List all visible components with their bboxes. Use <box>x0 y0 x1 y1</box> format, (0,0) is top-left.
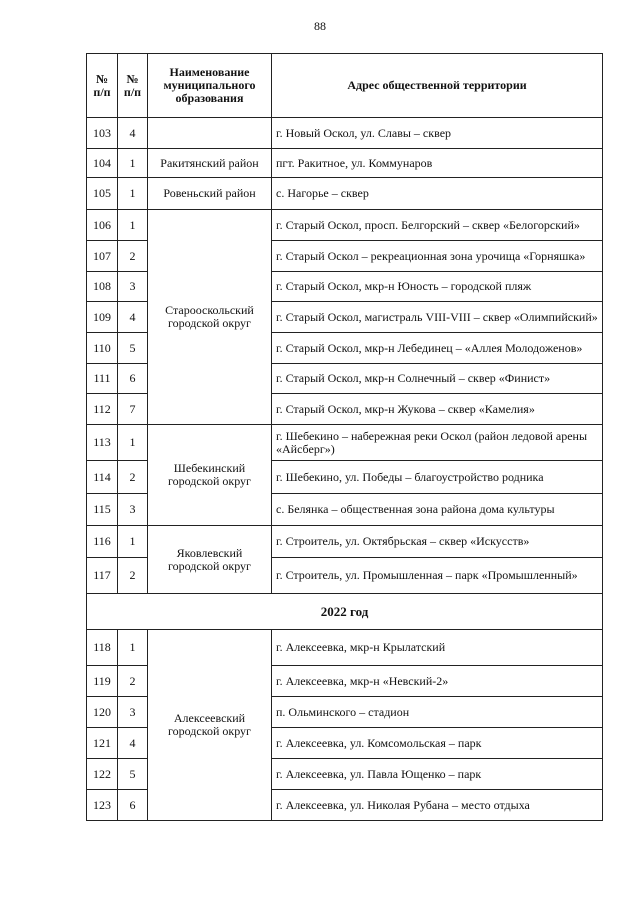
row-number: 121 <box>87 728 118 759</box>
row-sub-number: 5 <box>118 759 148 790</box>
row-number: 107 <box>87 241 118 272</box>
territories-table <box>86 53 603 821</box>
row-number: 111 <box>87 364 118 394</box>
table-row <box>87 118 603 149</box>
address-cell: г. Старый Оскол, мкр-н Лебединец – «Аллея Молодоженов» <box>272 333 603 364</box>
year-row <box>87 594 603 630</box>
row-sub-number: 1 <box>118 630 148 666</box>
address-cell: п. Ольминского – стадион <box>272 697 603 728</box>
address-cell: г. Шебекино – набережная реки Оскол (район ледовой арены «Айсберг») <box>272 425 603 461</box>
row-sub-number: 4 <box>118 728 148 759</box>
municipality-cell: Ракитянский район <box>148 149 272 178</box>
row-number: 103 <box>87 118 118 149</box>
address-cell: г. Алексеевка, ул. Комсомольская – парк <box>272 728 603 759</box>
row-sub-number: 1 <box>118 210 148 241</box>
row-number: 120 <box>87 697 118 728</box>
municipality-cell: Шебекинский городской округ <box>148 425 272 526</box>
header-sub: № п/п <box>118 54 148 118</box>
row-sub-number: 6 <box>118 790 148 821</box>
address-cell: пгт. Ракитное, ул. Коммунаров <box>272 149 603 178</box>
address-cell: г. Новый Оскол, ул. Славы – сквер <box>272 118 603 149</box>
address-cell: г. Старый Оскол, просп. Белгорский – сквер «Белогорский» <box>272 210 603 241</box>
row-number: 116 <box>87 526 118 558</box>
row-sub-number: 4 <box>118 118 148 149</box>
address-cell: г. Алексеевка, мкр-н «Невский-2» <box>272 666 603 697</box>
row-sub-number: 3 <box>118 697 148 728</box>
year-heading: 2022 год <box>87 594 603 630</box>
row-sub-number: 1 <box>118 526 148 558</box>
municipality-cell: Старооскольский городской округ <box>148 210 272 425</box>
address-cell: г. Алексеевка, ул. Павла Ющенко – парк <box>272 759 603 790</box>
row-sub-number: 7 <box>118 394 148 425</box>
row-number: 105 <box>87 178 118 210</box>
row-sub-number: 1 <box>118 149 148 178</box>
row-number: 119 <box>87 666 118 697</box>
address-cell: г. Шебекино, ул. Победы – благоустройство родника <box>272 461 603 494</box>
table-header-row <box>87 54 603 118</box>
table-row <box>87 149 603 178</box>
row-number: 117 <box>87 558 118 594</box>
row-number: 115 <box>87 494 118 526</box>
row-number: 104 <box>87 149 118 178</box>
row-number: 106 <box>87 210 118 241</box>
address-cell: г. Старый Оскол, мкр-н Юность – городской пляж <box>272 272 603 302</box>
address-cell: г. Старый Оскол – рекреационная зона урочища «Горняшка» <box>272 241 603 272</box>
row-number: 114 <box>87 461 118 494</box>
municipality-cell-empty <box>148 118 272 149</box>
row-sub-number: 1 <box>118 178 148 210</box>
header-address: Адрес общественной территории <box>272 54 603 118</box>
address-cell: г. Старый Оскол, магистраль VIII-VIII – сквер «Олимпийский» <box>272 302 603 333</box>
municipality-cell: Ровеньский район <box>148 178 272 210</box>
row-sub-number: 4 <box>118 302 148 333</box>
row-sub-number: 6 <box>118 364 148 394</box>
table-row <box>87 630 603 666</box>
row-number: 118 <box>87 630 118 666</box>
row-number: 122 <box>87 759 118 790</box>
address-cell: г. Алексеевка, ул. Николая Рубана – место отдыха <box>272 790 603 821</box>
municipality-cell: Алексеевский городской округ <box>148 630 272 821</box>
row-sub-number: 3 <box>118 494 148 526</box>
table-row <box>87 425 603 461</box>
row-sub-number: 2 <box>118 241 148 272</box>
address-cell: г. Строитель, ул. Промышленная – парк «Промышленный» <box>272 558 603 594</box>
row-number: 110 <box>87 333 118 364</box>
page-number: 88 <box>314 19 326 33</box>
row-number: 108 <box>87 272 118 302</box>
row-sub-number: 5 <box>118 333 148 364</box>
address-cell: г. Алексеевка, мкр-н Крылатский <box>272 630 603 666</box>
row-number: 109 <box>87 302 118 333</box>
row-number: 113 <box>87 425 118 461</box>
row-sub-number: 2 <box>118 666 148 697</box>
row-sub-number: 2 <box>118 461 148 494</box>
header-num: № п/п <box>87 54 118 118</box>
header-municipality: Наименование муниципального образования <box>148 54 272 118</box>
table-row <box>87 178 603 210</box>
address-cell: г. Строитель, ул. Октябрьская – сквер «Искусств» <box>272 526 603 558</box>
row-sub-number: 3 <box>118 272 148 302</box>
table-row <box>87 210 603 241</box>
table-row <box>87 526 603 558</box>
row-number: 112 <box>87 394 118 425</box>
row-sub-number: 2 <box>118 558 148 594</box>
address-cell: г. Старый Оскол, мкр-н Жукова – сквер «Камелия» <box>272 394 603 425</box>
municipality-cell: Яковлевский городской округ <box>148 526 272 594</box>
address-cell: с. Нагорье – сквер <box>272 178 603 210</box>
address-cell: с. Белянка – общественная зона района дома культуры <box>272 494 603 526</box>
row-sub-number: 1 <box>118 425 148 461</box>
row-number: 123 <box>87 790 118 821</box>
address-cell: г. Старый Оскол, мкр-н Солнечный – сквер «Финист» <box>272 364 603 394</box>
